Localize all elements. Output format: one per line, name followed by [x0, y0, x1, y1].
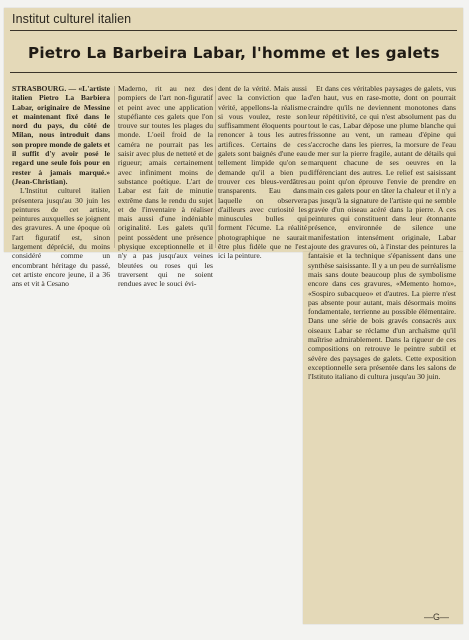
page-mark: —G— — [424, 612, 450, 622]
body-paragraph: dent de la vérité. Mais aussi avec la conviction que la vérité, appellons-la réalisme si vous voulez, reste son suffisamment éloquents pour renoncer à tous les autres artifices. Certains de ces galets sont baignés d'une eau tellement limpide qu'on se demande qu'il a bien pu trouver ces bleus-verdâtres transparents. Eau dans laquelle on observera d'ailleurs avec curiosité les minuscules bulles qui forment l'écume. La réalité photographique ne saurait être plus fidèle que ne l'est ici la peinture. — [218, 84, 307, 261]
body-paragraph: Et dans ces véritables paysages de galets, vus d'en haut, vus en rase-motte, dont on pourrait craindre qu'ils ne deviennent monotones dans leur répétitivité, ce qui n'est absolument pas du tout le cas, Labar dépose une plume blanche qui frissonne au vent, un rameau d'épine qui s'accroche dans les pierres, la morsure de l'eau de mer sur la pierre fragile, autant de détails qui marquent chacune de ses oeuvres en la différenciant des autres. Le relief est saisissant au point qu'on éprouve l'envie de prendre en main ces galets pour en tâter la chaleur et il n'y a pas jusqu'à la signature de l'artiste qui ne semble gravée d'un oiseau acéré dans la pierre. A ces peintures qui constituent dans leur étonnante présence, environnée de silence une manifestation intensément originale, Labar ajoute des gravures où, à l'instar des peintures la fantaisie et la technique s'épanissent dans une synthèse saisissante. Il y a un peu de surréalisme mais sans doute beaucoup plus de symbolisme encore dans ces gravures, «Memento homo», «Sospiro subacqueo» et d'autres. La pierre n'est pas absente pour autant, mais désormais moins fondamentale, terrienne au possible élémentaire. Dans une série de bois gravés consacrés aux oiseaux Labar se réclame d'un archaïsme qu'il maîtrise admirablement. Dans la rigueur de ces compositions on retrouve le peintre subtil et sévère des paysages de galets. Cette exposition exceptionnelle sera présentée dans les salons de l'Istituto italiano di cultura jusqu'au 30 juin. — [308, 84, 456, 382]
body-paragraph: Maderno, rit au nez des pompiers de l'art non-figuratif et peint avec une application stupéfiante ces galets que l'on trouve sur toutes les plages du monde. L'oeil froid de la caméra ne pourrait pas les saisir avec plus de netteté et de rigueur; amais certainement avec infiniment moins de substance poétique. L'art de Labar est fait de minutie extrême dans le rendu du sujet et de l'inventaire à réaliser mais aussi d'une indéniable originalité. Les galets qu'il peint possèdent une présence physique exceptionnelle et il n'y a pas jusqu'aux veines bleutées ou roses qui les traversent qui ne soient rendues avec le souci évi- — [118, 84, 213, 289]
article-column-1 — [12, 84, 110, 289]
top-rule — [10, 30, 457, 31]
lead-paragraph: STRASBOURG. — «L'artiste italien Pietro La Barbiera Labar, originaire de Messine et maintenant fixé dans le nord du pays, du côté de Milan, nous introduit dans son propre monde de galets et il suffit d'y avoir posé le regard une seule fois pour en rester à jamais marqué.» (Jean-Christian). — [12, 84, 110, 186]
article-column-2 — [118, 84, 213, 289]
headline: Pietro La Barbeira Labar, l'homme et les galets — [28, 44, 440, 62]
section-label: Institut culturel italien — [12, 12, 132, 26]
body-paragraph: L'Institut culturel italien présentera jusqu'au 30 juin les peintures de cet artiste, peintures auxquelles se joignent des gravures. A une époque où l'art figuratif est, sinon largement déprécié, du moins considéré comme un encombrant héritage du passé, cet artiste encore jeune, il a 36 ans et vit à Cesano — [12, 186, 110, 289]
column-divider — [114, 86, 115, 248]
column-divider — [215, 86, 216, 248]
article-column-3 — [218, 84, 307, 261]
article-column-4 — [308, 84, 456, 614]
headline-rule — [10, 72, 457, 73]
